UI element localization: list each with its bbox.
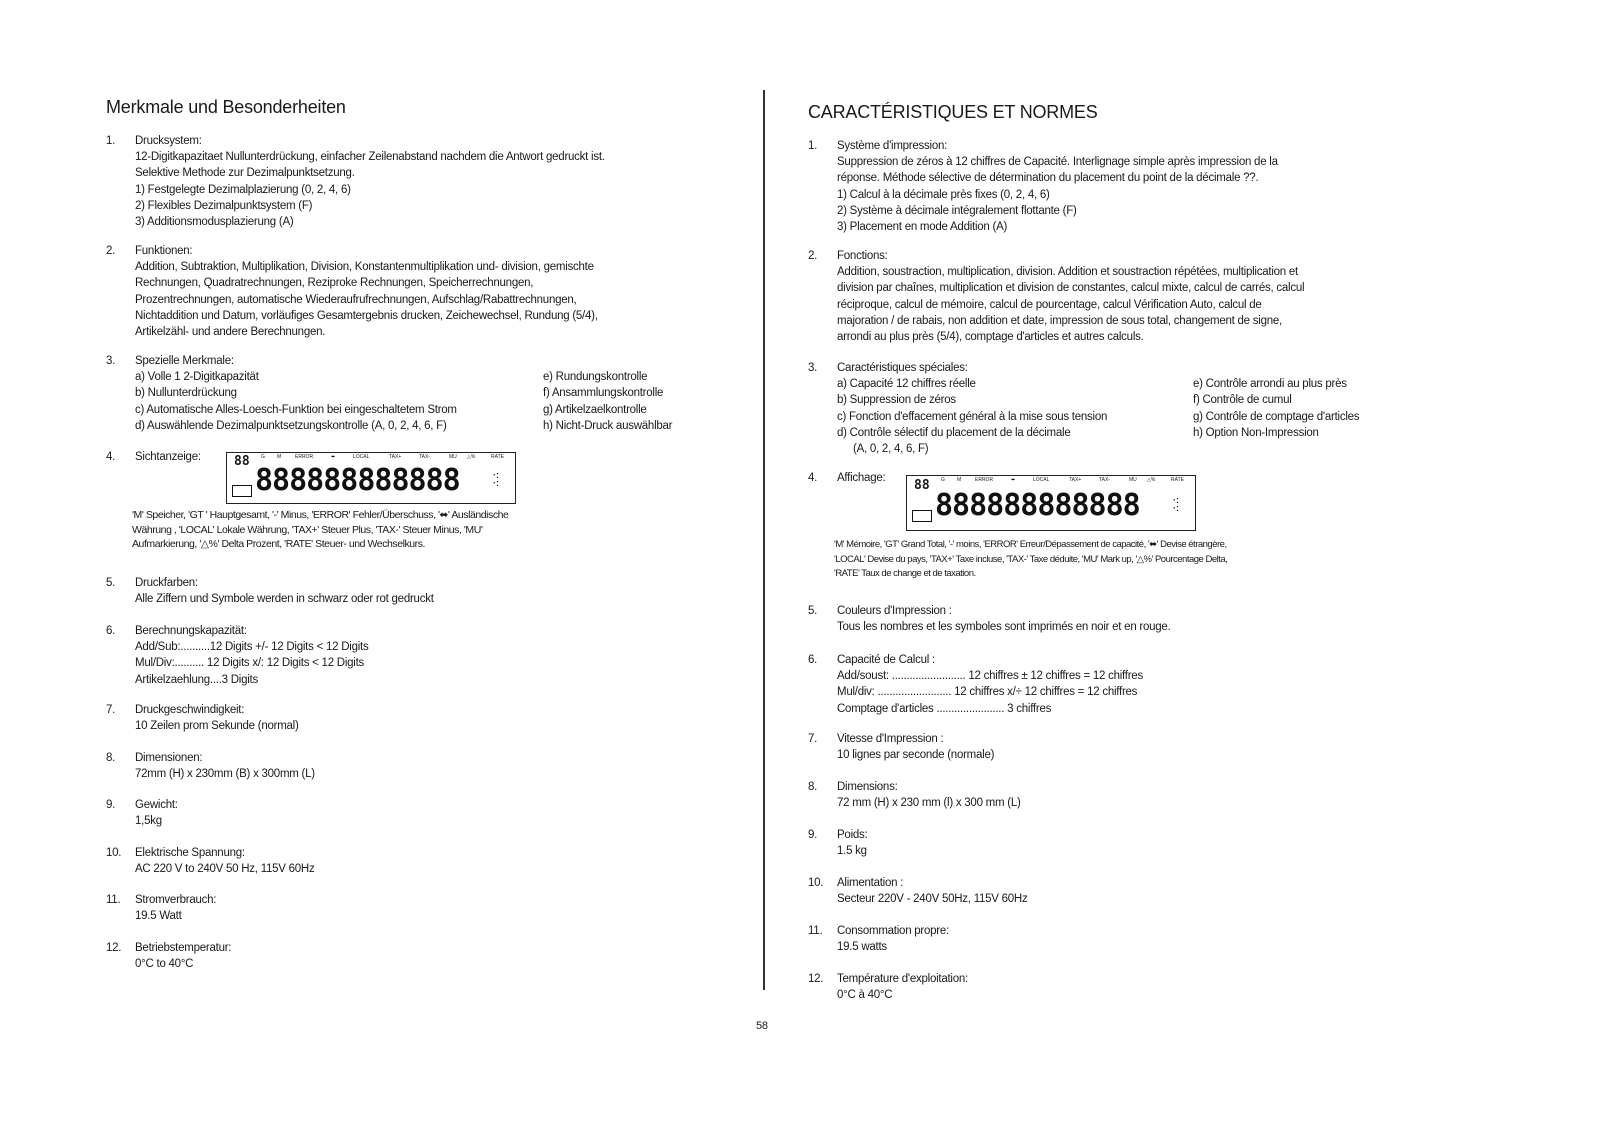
- lcd-indicator-box: [232, 485, 252, 497]
- feature-g: g) Artikelzaelkontrolle: [543, 403, 647, 416]
- text-line: Mul/div: ......................... 12 chiffres x/÷ 12 chiffres = 12 chiffres: [837, 686, 1138, 699]
- lcd-dots: ·: ·:: [493, 470, 499, 488]
- item-heading: Fonctions:: [837, 250, 888, 262]
- lcd-main-digits: 888888888888: [255, 463, 460, 498]
- section-title-french: CARACTÉRISTIQUES ET NORMES: [808, 102, 1098, 122]
- item-heading: Druckfarben:: [135, 577, 198, 589]
- text-line: Aufmarkierung, '△%' Delta Prozent, 'RATE' Steuer- und Wechselkurs.: [132, 538, 425, 550]
- item-number: 9.: [106, 799, 116, 811]
- item-number: 9.: [808, 829, 818, 841]
- item-number: 8.: [106, 752, 116, 764]
- text-line: 2) Système à décimale intégralement flottante (F): [837, 204, 1077, 217]
- text-line: 'M' Mémoire, 'GT' Grand Total, '-' moins, 'ERROR' Erreur/Dépassement de capacité, '⬌' Devise étrangère,: [834, 539, 1227, 550]
- lcd-annunciator: LOCAL: [353, 454, 370, 460]
- text-line: Nichtaddition und Datum, vorläufiges Gesamtergebnis drucken, Zeichewechsel, Rundung (5/4),: [135, 309, 598, 322]
- lcd-annunciator: TAX+: [1069, 477, 1082, 483]
- item-number: 10.: [808, 877, 824, 889]
- item-heading: Dimensions:: [837, 781, 898, 793]
- lcd-annunciator: TAX-: [419, 454, 431, 460]
- feature-d: d) Contrôle sélectif du placement de la décimale: [837, 426, 1071, 439]
- text-line: 3) Additionsmodusplazierung (A): [135, 216, 294, 229]
- lcd-annunciator: TAX+: [389, 454, 402, 460]
- item-heading: Température d'exploitation:: [837, 973, 968, 985]
- text-line: 'M' Speicher, 'GT ' Hauptgesamt, '-' Minus, 'ERROR' Fehler/Überschuss, '⬌' Ausländische: [132, 509, 509, 521]
- lcd-annunciator: M: [957, 477, 962, 483]
- item-number: 7.: [808, 733, 818, 745]
- text-line: 12-Digitkapazitaet Nullunterdrückung, einfacher Zeilenabstand nachdem die Antwort gedruckt ist.: [135, 151, 605, 164]
- text-line: Artikelzähl- und andere Berechnungen.: [135, 326, 326, 339]
- text-line: Rechnungen, Quadratrechnungen, Reziproke Rechnungen, Speicherrechnungen,: [135, 277, 534, 290]
- item-number: 11.: [106, 894, 121, 906]
- lcd-annunciator: ⬌: [1011, 477, 1016, 483]
- text-line: réciproque, calcul de mémoire, calcul de pourcentage, calcul Vérification Auto, calcul de: [837, 298, 1262, 311]
- item-heading: Caractéristiques spéciales:: [837, 362, 968, 374]
- lcd-annunciator: G: [941, 477, 945, 483]
- item-number: 1.: [808, 140, 818, 152]
- item-heading: Système d'impression:: [837, 140, 948, 152]
- feature-e: e) Contrôle arrondi au plus près: [1193, 378, 1347, 391]
- lcd-dots: ·: ·:: [1173, 495, 1179, 513]
- item-number: 6.: [106, 625, 116, 637]
- text-line: division par chaînes, multiplication et division de constantes, calcul mixte, calcul de carrés, calcul: [837, 282, 1305, 295]
- feature-g: g) Contrôle de comptage d'articles: [1193, 410, 1360, 423]
- item-heading: Spezielle Merkmale:: [135, 355, 234, 367]
- text-line: 0°C à 40°C: [837, 989, 893, 1002]
- item-heading: Capacité de Calcul :: [837, 654, 935, 666]
- item-number: 12.: [808, 973, 824, 985]
- item-heading: Sichtanzeige:: [135, 451, 201, 463]
- item-heading: Dimensionen:: [135, 752, 203, 764]
- feature-a: a) Capacité 12 chiffres réelle: [837, 378, 976, 391]
- lcd-indicator-box: [912, 510, 932, 522]
- text-line: 3) Placement en mode Addition (A): [837, 221, 1008, 234]
- text-line: Secteur 220V - 240V 50Hz, 115V 60Hz: [837, 893, 1028, 906]
- item-heading: Affichage:: [837, 472, 886, 484]
- lcd-annunciator: △%: [1147, 477, 1156, 483]
- feature-f: f) Ansammlungskontrolle: [543, 387, 664, 400]
- lcd-annunciator: ERROR: [295, 454, 314, 460]
- item-number: 8.: [808, 781, 818, 793]
- lcd-annunciator: MU: [1129, 477, 1137, 483]
- item-number: 3.: [808, 362, 818, 374]
- item-number: 4.: [808, 472, 818, 484]
- text-line: majoration / de rabais, non addition et date, impression de sous total, changement de signe,: [837, 314, 1282, 327]
- item-number: 10.: [106, 847, 122, 859]
- text-line: Selektive Methode zur Dezimalpunktsetzung.: [135, 167, 355, 180]
- item-heading: Alimentation :: [837, 877, 904, 889]
- lcd-annunciator: MU: [449, 454, 457, 460]
- item-heading: Vitesse d'Impression :: [837, 733, 944, 745]
- item-heading: Druckgeschwindigkeit:: [135, 704, 245, 716]
- text-line: 72 mm (H) x 230 mm (l) x 300 mm (L): [837, 797, 1021, 810]
- feature-d: d) Auswählende Dezimalpunktsetzungskontrolle (A, 0, 2, 4, 6, F): [135, 419, 447, 432]
- text-line: 0°C to 40°C: [135, 958, 194, 971]
- text-line: Comptage d'articles ....................... 3 chiffres: [837, 702, 1052, 715]
- text-line: AC 220 V to 240V 50 Hz, 115V 60Hz: [135, 863, 315, 876]
- feature-h: h) Option Non-Impression: [1193, 426, 1319, 439]
- text-line: Mul/Div:.......... 12 Digits x/: 12 Digits < 12 Digits: [135, 657, 365, 670]
- text-line: Alle Ziffern und Symbole werden in schwarz oder rot gedruckt: [135, 593, 434, 606]
- item-heading: Betriebstemperatur:: [135, 942, 232, 954]
- item-heading: Funktionen:: [135, 245, 193, 257]
- item-number: 2.: [808, 250, 818, 262]
- display-description: [132, 508, 752, 552]
- item-heading: Drucksystem:: [135, 135, 202, 147]
- text-line: Add/Sub:..........12 Digits +/- 12 Digits < 12 Digits: [135, 641, 369, 654]
- text-line: Tous les nombres et les symboles sont imprimés en noir et en rouge.: [837, 621, 1171, 634]
- feature-h: h) Nicht-Druck auswählbar: [543, 419, 673, 432]
- item-heading: Consommation propre:: [837, 925, 949, 937]
- item-number: 1.: [106, 135, 116, 147]
- lcd-annunciator: ERROR: [975, 477, 994, 483]
- item-heading: Stromverbrauch:: [135, 894, 217, 906]
- lcd-annunciator: RATE: [491, 454, 504, 460]
- section-title-german: Merkmale und Besonderheiten: [106, 97, 346, 117]
- text-line: 'LOCAL' Devise du pays, 'TAX+' Taxe incluse, 'TAX-' Taxe déduite, 'MU' Mark up, '△%' Pourcentage Delta,: [834, 553, 1228, 565]
- text-line: 1) Calcul à la décimale près fixes (0, 2, 4, 6): [837, 188, 1050, 201]
- lcd-annunciator: M: [277, 454, 282, 460]
- item-number: 3.: [106, 355, 116, 367]
- text-line: réponse. Méthode sélective de détermination du placement du point de la décimale ??.: [837, 172, 1259, 185]
- display-description: [834, 538, 1454, 582]
- lcd-annunciator: ⬌: [331, 454, 336, 460]
- lcd-annunciator: TAX-: [1099, 477, 1111, 483]
- text-line: arrondi au plus près (5/4), comptage d'articles et autres calculs.: [837, 331, 1144, 344]
- item-number: 6.: [808, 654, 818, 666]
- item-heading: Gewicht:: [135, 799, 178, 811]
- item-number: 5.: [106, 577, 116, 589]
- item-number: 11.: [808, 925, 823, 937]
- item-heading: Elektrische Spannung:: [135, 847, 245, 859]
- column-divider: [763, 90, 765, 990]
- text-line: 72mm (H) x 230mm (B) x 300mm (L): [135, 768, 315, 781]
- text-line: 1) Festgelegte Dezimalplazierung (0, 2, 4, 6): [135, 183, 351, 196]
- lcd-annunciator: △%: [467, 454, 476, 460]
- text-line: Addition, soustraction, multiplication, division. Addition et soustraction répétées, multiplication et: [837, 266, 1298, 279]
- feature-d-options: (A, 0, 2, 4, 6, F): [853, 443, 929, 456]
- item-heading: Berechnungskapazität:: [135, 625, 247, 637]
- text-line: 19.5 Watt: [135, 910, 182, 923]
- feature-c: c) Automatische Alles-Loesch-Funktion bei eingeschaltetem Strom: [135, 403, 457, 416]
- lcd-main-digits: 888888888888: [935, 488, 1140, 523]
- page-number: 58: [756, 1020, 768, 1032]
- feature-f: f) Contrôle de cumul: [1193, 394, 1292, 407]
- feature-e: e) Rundungskontrolle: [543, 371, 648, 384]
- text-line: Add/soust: ......................... 12 chiffres ± 12 chiffres = 12 chiffres: [837, 670, 1143, 683]
- text-line: Addition, Subtraktion, Multiplikation, Division, Konstantenmultiplikation und- division, gemischte: [135, 261, 594, 274]
- feature-b: b) Suppression de zéros: [837, 394, 956, 407]
- text-line: Prozentrechnungen, automatische Wiederaufrufrechnungen, Aufschlag/Rabattrechnungen,: [135, 293, 577, 306]
- feature-a: a) Volle 1 2-Digitkapazität: [135, 371, 259, 384]
- feature-c: c) Fonction d'effacement général à la mise sous tension: [837, 410, 1108, 423]
- text-line: Artikelzaehlung....3 Digits: [135, 673, 259, 686]
- text-line: 1,5kg: [135, 815, 162, 828]
- lcd-annunciator: LOCAL: [1033, 477, 1050, 483]
- lcd-annunciator: RATE: [1171, 477, 1184, 483]
- text-line: 10 Zeilen prom Sekunde (normal): [135, 720, 299, 733]
- item-heading: Poids:: [837, 829, 868, 841]
- text-line: 19.5 watts: [837, 941, 887, 954]
- lcd-gt-digits: 88: [234, 454, 250, 469]
- text-line: 10 lignes par seconde (normale): [837, 749, 995, 762]
- item-heading: Couleurs d'Impression :: [837, 605, 952, 617]
- item-number: 7.: [106, 704, 116, 716]
- text-line: 1.5 kg: [837, 845, 867, 858]
- item-number: 2.: [106, 245, 116, 257]
- feature-b: b) Nullunterdrückung: [135, 387, 237, 400]
- text-line: Suppression de zéros à 12 chiffres de Capacité. Interlignage simple après impression de la: [837, 156, 1278, 169]
- text-line: 2) Flexibles Dezimalpunktsystem (F): [135, 199, 313, 212]
- text-line: 'RATE' Taux de change et de taxation.: [834, 568, 976, 579]
- lcd-display-illustration: [226, 452, 516, 504]
- lcd-gt-digits: 88: [914, 478, 930, 493]
- lcd-annunciator: G: [261, 454, 265, 460]
- item-number: 12.: [106, 942, 122, 954]
- lcd-display-illustration: [906, 475, 1196, 531]
- item-number: 5.: [808, 605, 818, 617]
- text-line: Währung , 'LOCAL' Lokale Währung, 'TAX+' Steuer Plus, 'TAX-' Steuer Minus, 'MU': [132, 523, 483, 536]
- item-number: 4.: [106, 451, 116, 463]
